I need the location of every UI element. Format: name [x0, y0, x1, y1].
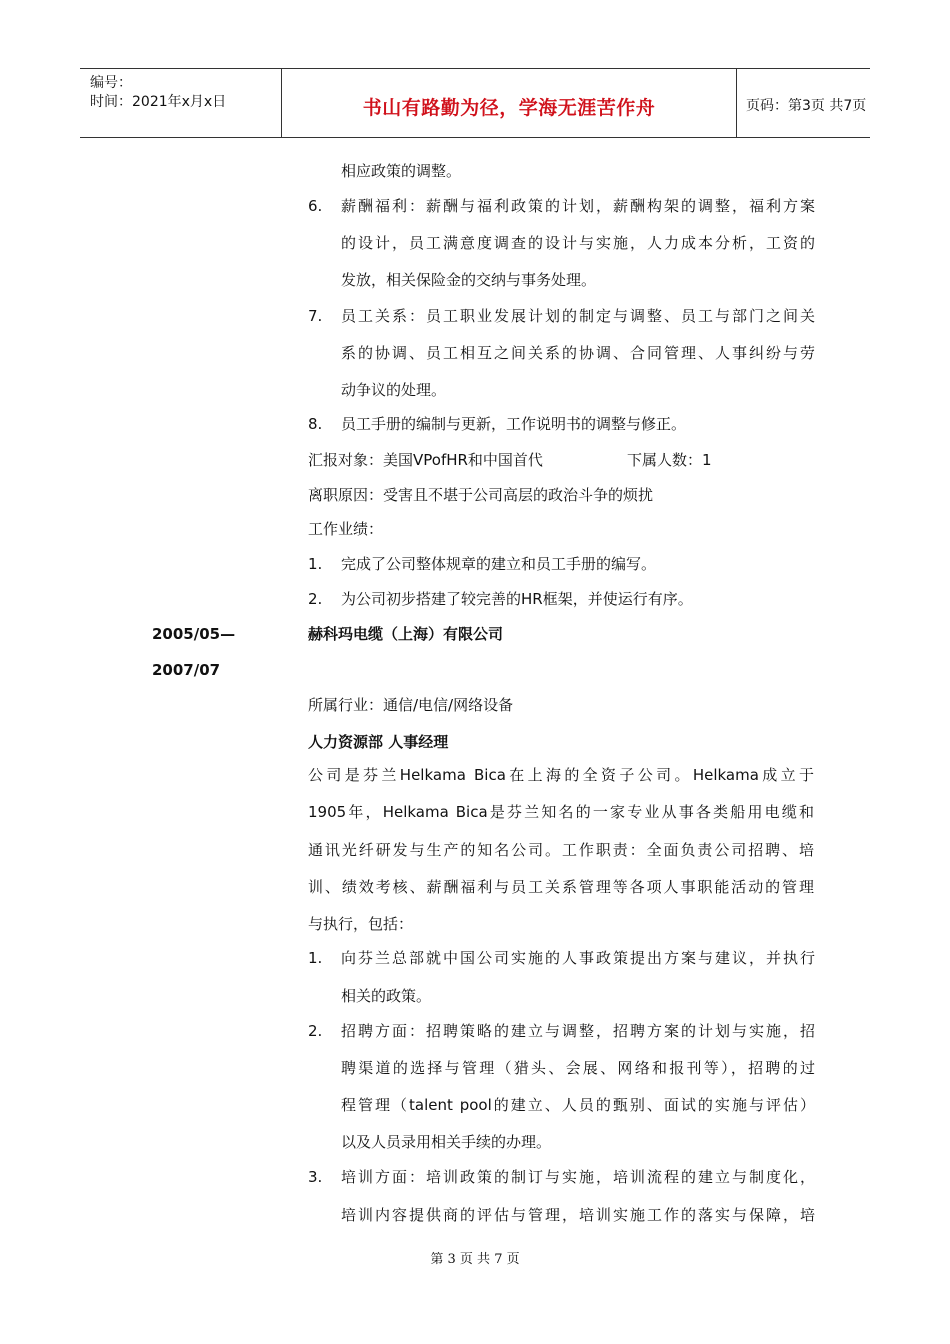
list-item-text: 向芬兰总部就中国公司实施的人事政策提出方案与建议，并执行 [341, 949, 815, 967]
list-number: 1. [308, 949, 323, 967]
performance-heading: 工作业绩： [308, 520, 384, 538]
list-item-text: 的设计，员工满意度调查的设计与实施，人力成本分析，工资的 [341, 234, 815, 252]
employment-start-date: 2005/05— [152, 625, 236, 643]
list-item-text: 为公司初步搭建了较完善的HR框架，并使运行有序。 [341, 590, 693, 608]
text-line: 相应政策的调整。 [341, 162, 462, 180]
document-number-label: 编号： [90, 75, 132, 91]
list-item-text: 招聘方面：招聘策略的建立与调整，招聘方案的计划与实施，招 [341, 1022, 815, 1040]
description-line: 通讯光纤研发与生产的知名公司。工作职责：全面负责公司招聘、培 [308, 841, 814, 859]
list-item-text: 员工手册的编制与更新，工作说明书的调整与修正。 [341, 415, 687, 433]
page-footer: 第 3 页 共 7 页 [430, 1252, 520, 1267]
industry: 所属行业：通信/电信/网络设备 [308, 696, 514, 714]
list-number: 3. [308, 1168, 323, 1186]
description-line: 训、绩效考核、薪酬福利与员工关系管理等各项人事职能活动的管理 [308, 878, 814, 896]
list-item-text: 以及人员录用相关手续的办理。 [341, 1133, 552, 1151]
list-number: 6. [308, 197, 323, 215]
employment-end-date: 2007/07 [152, 661, 221, 679]
list-item-text: 发放，相关保险金的交纳与事务处理。 [341, 271, 597, 289]
list-item-text: 系的协调、员工相互之间关系的协调、合同管理、人事纠纷与劳 [341, 344, 815, 362]
job-position: 人力资源部 人事经理 [308, 733, 449, 751]
list-item-text: 动争议的处理。 [341, 381, 447, 399]
list-number: 2. [308, 1022, 323, 1040]
page-header [80, 68, 870, 138]
list-item-text: 相关的政策。 [341, 987, 432, 1005]
list-number: 1. [308, 555, 323, 573]
report-to: 汇报对象：美国VPofHR和中国首代 [308, 451, 543, 469]
document-date: 时间：2021年x月x日 [90, 94, 227, 110]
description-line: 公司是芬兰Helkama Bica在上海的全资子公司。Helkama成立于 [308, 766, 814, 784]
header-left-cell [80, 69, 281, 137]
description-line: 1905年，Helkama Bica是芬兰知名的一家专业从事各类船用电缆和 [308, 803, 814, 821]
list-item-text: 薪酬福利：薪酬与福利政策的计划，薪酬构架的调整，福利方案 [341, 197, 815, 215]
list-item-text: 员工关系：员工职业发展计划的制定与调整、员工与部门之间关 [341, 307, 815, 325]
header-motto: 书山有路勤为径，学海无涯苦作舟 [362, 97, 656, 119]
list-item-text: 完成了公司整体规章的建立和员工手册的编写。 [341, 555, 657, 573]
list-item-text: 聘渠道的选择与管理（猎头、会展、网络和报刊等），招聘的过 [341, 1059, 815, 1077]
list-item-text: 培训方面：培训政策的制订与实施，培训流程的建立与制度化， [341, 1168, 815, 1186]
company-name: 赫科玛电缆（上海）有限公司 [308, 625, 504, 643]
header-right-cell [736, 69, 870, 137]
list-number: 2. [308, 590, 323, 608]
list-item-text: 培训内容提供商的评估与管理，培训实施工作的落实与保障，培 [341, 1206, 815, 1224]
list-number: 8. [308, 415, 323, 433]
subordinates-count: 下属人数：1 [627, 451, 712, 469]
list-item-text: 程管理（talent pool的建立、人员的甄别、面试的实施与评估） [341, 1096, 815, 1114]
page-number-header: 页码：第3页 共7页 [746, 98, 867, 114]
description-line: 与执行，包括： [308, 915, 414, 933]
header-center-cell [281, 69, 737, 137]
list-number: 7. [308, 307, 323, 325]
leave-reason: 离职原因：受害且不堪于公司高层的政治斗争的烦扰 [308, 486, 654, 504]
